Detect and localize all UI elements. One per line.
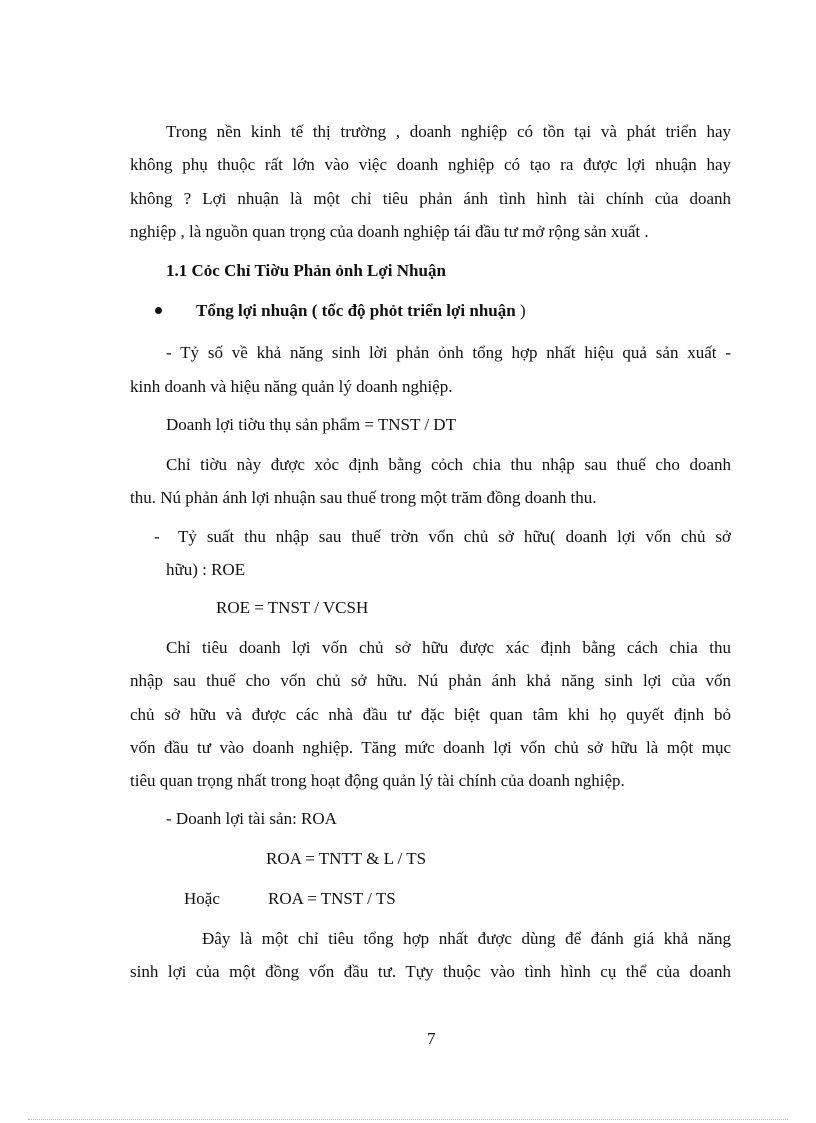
formula-roe: ROE = TNST / VCSH xyxy=(216,598,369,617)
para1-line1: Trong nền kinh tế thị trường , doanh nghiệp có tồn tại và phát triển hay xyxy=(166,122,731,141)
para3-line5: tiêu quan trọng nhất trong hoạt động quản lý tài chính của doanh nghiệp. xyxy=(130,771,625,790)
para2-line2: thu. Nú phản ánh lợi nhuận sau thuế trong một trăm đồng doanh thu. xyxy=(130,488,597,507)
para1-line2: không phụ thuộc rất lớn vào việc doanh nghiệp có tạo ra được lợi nhuận hay xyxy=(130,155,731,174)
para1-line3: không ? Lợi nhuận là một chỉ tiêu phản ánh tình hình tài chính của doanh xyxy=(130,189,731,208)
page-bottom-rule xyxy=(28,1119,788,1120)
item2-dash: - xyxy=(154,527,160,546)
bullet-heading-row xyxy=(196,300,526,322)
formula-roa-tntt: ROA = TNTT & L / TS xyxy=(266,849,427,868)
item1-line2: kinh doanh và hiệu năng quản lý doanh nghiệp. xyxy=(130,377,453,396)
formula-roa-tnst: ROA = TNST / TS xyxy=(268,889,396,908)
para4-line1: Đây là một chỉ tiêu tổng hợp nhất được dùng để đánh giá khả năng xyxy=(202,929,731,948)
formula-roa-prefix: Hoặc xyxy=(184,889,220,908)
formula-doanh-loi-tieu-thu: Doanh lợi tiờu thụ sản phẩm = TNST / DT xyxy=(166,415,456,434)
para2-line1: Chỉ tiờu này được xỏc định bằng cỏch chia thu nhập sau thuế cho doanh xyxy=(166,455,731,474)
page-number: 7 xyxy=(427,1029,436,1048)
bullet-heading: Tổng lợi nhuận ( tốc độ phỏt triển lợi nhuận xyxy=(196,301,516,320)
item3: - Doanh lợi tài sản: ROA xyxy=(166,809,337,828)
bullet-heading-tail: ) xyxy=(519,301,526,320)
para4-line2: sinh lợi của một đồng vốn đầu tư. Tựy thuộc vào tình hình cụ thể của doanh xyxy=(130,962,731,981)
bullet-icon xyxy=(155,307,162,314)
para3-line1: Chỉ tiêu doanh lợi vốn chủ sở hữu được xác định bằng cách chia thu xyxy=(166,638,731,657)
para3-line2: nhập sau thuế cho vốn chủ sở hữu. Nú phản ánh khả năng sinh lợi của vốn xyxy=(130,671,731,690)
item2-line1: Tỷ suất thu nhập sau thuế trờn vốn chủ sở hữu( doanh lợi vốn chủ sở xyxy=(178,527,731,546)
para3-line3: chủ sở hữu và được các nhà đầu tư đặc biệt quan tâm khi họ quyết định bỏ xyxy=(130,705,731,724)
para1-line4: nghiệp , là nguồn quan trọng của doanh nghiệp tái đầu tư mở rộng sản xuất . xyxy=(130,222,649,241)
item2-line2: hữu) : ROE xyxy=(166,560,246,579)
para3-line4: vốn đầu tư vào doanh nghiệp. Tăng mức doanh lợi vốn chủ sở hữu là một mục xyxy=(130,738,731,757)
section-heading: 1.1 Cỏc Chỉ Tiờu Phản ỏnh Lợi Nhuận xyxy=(166,261,446,280)
item1-line1: - Tỷ số về khả năng sinh lời phản ỏnh tổng hợp nhất hiệu quả sản xuất - xyxy=(166,343,731,362)
